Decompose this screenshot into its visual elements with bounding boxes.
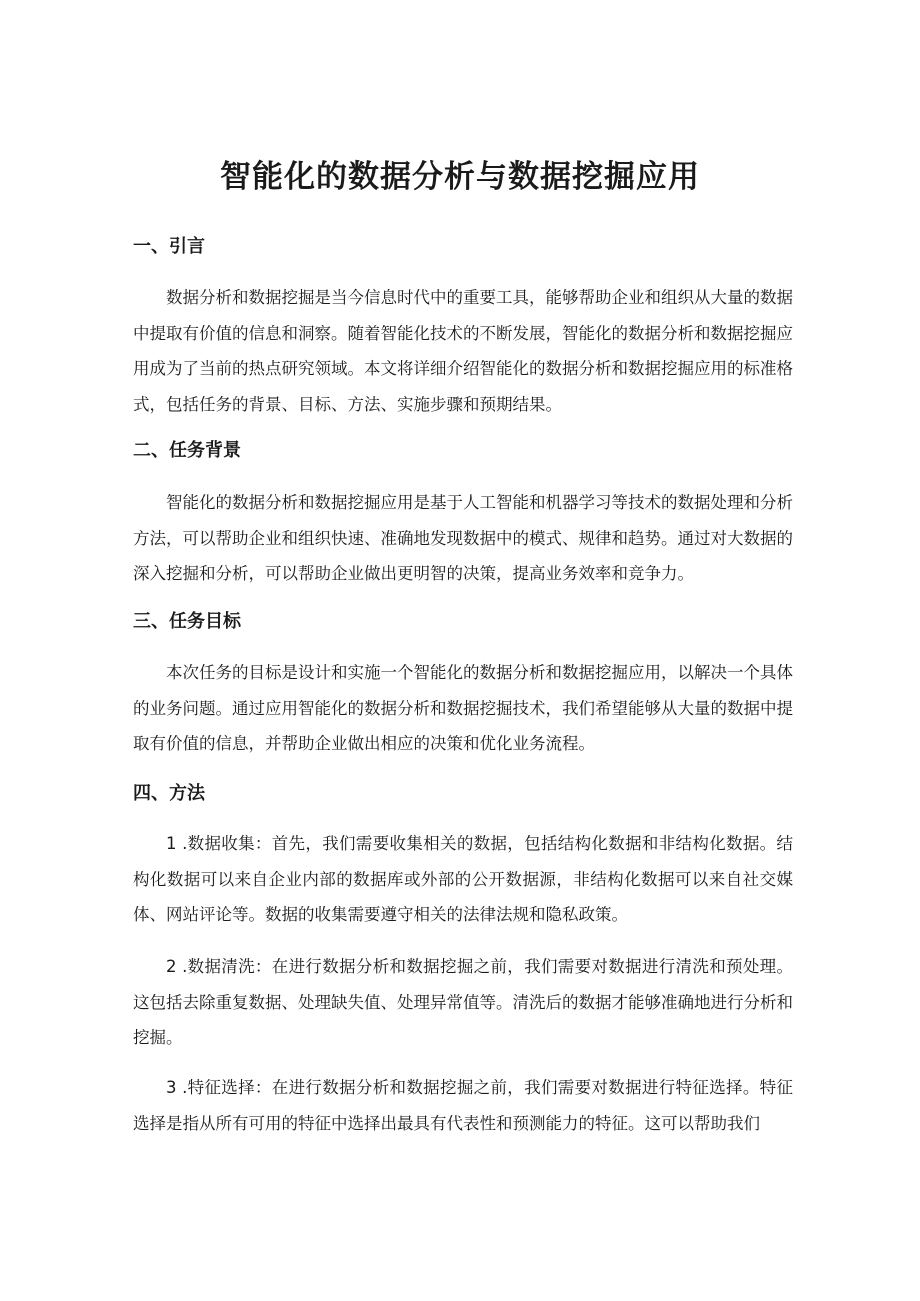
section-heading-methods: 四、方法 [133, 783, 205, 804]
paragraph-method-data-collection: 1 .数据收集：首先，我们需要收集相关的数据，包括结构化数据和非结构化数据。结构化数据可以来自企业内部的数据库或外部的公开数据源，非结构化数据可以来自社交媒体、网站评论等。数据的收集需要遵守相关的法律法规和隐私政策。 [133, 834, 793, 924]
paragraph-introduction: 数据分析和数据挖掘是当今信息时代中的重要工具，能够帮助企业和组织从大量的数据中提取有价值的信息和洞察。随着智能化技术的不断发展，智能化的数据分析和数据挖掘应用成为了当前的热点研究领域。本文将详细介绍智能化的数据分析和数据挖掘应用的标准格式，包括任务的背景、目标、方法、实施步骤和预期结果。 [133, 288, 793, 414]
document-title: 智能化的数据分析与数据挖掘应用 [220, 159, 700, 195]
paragraph-background: 智能化的数据分析和数据挖掘应用是基于人工智能和机器学习等技术的数据处理和分析方法，可以帮助企业和组织快速、准确地发现数据中的模式、规律和趋势。通过对大数据的深入挖掘和分析，可以帮助企业做出更明智的决策，提高业务效率和竞争力。 [133, 493, 793, 583]
section-heading-objectives: 三、任务目标 [133, 611, 241, 632]
section-heading-introduction: 一、引言 [133, 236, 205, 257]
paragraph-method-feature-selection: 3 .特征选择：在进行数据分析和数据挖掘之前，我们需要对数据进行特征选择。特征选择是指从所有可用的特征中选择出最具有代表性和预测能力的特征。这可以帮助我们 [133, 1078, 793, 1133]
paragraph-objectives: 本次任务的目标是设计和实施一个智能化的数据分析和数据挖掘应用，以解决一个具体的业务问题。通过应用智能化的数据分析和数据挖掘技术，我们希望能够从大量的数据中提取有价值的信息，并帮助企业做出相应的决策和优化业务流程。 [133, 663, 793, 753]
section-heading-background: 二、任务背景 [133, 440, 241, 461]
paragraph-method-data-cleaning: 2 .数据清洗：在进行数据分析和数据挖掘之前，我们需要对数据进行清洗和预处理。这包括去除重复数据、处理缺失值、处理异常值等。清洗后的数据才能够准确地进行分析和挖掘。 [133, 957, 793, 1047]
